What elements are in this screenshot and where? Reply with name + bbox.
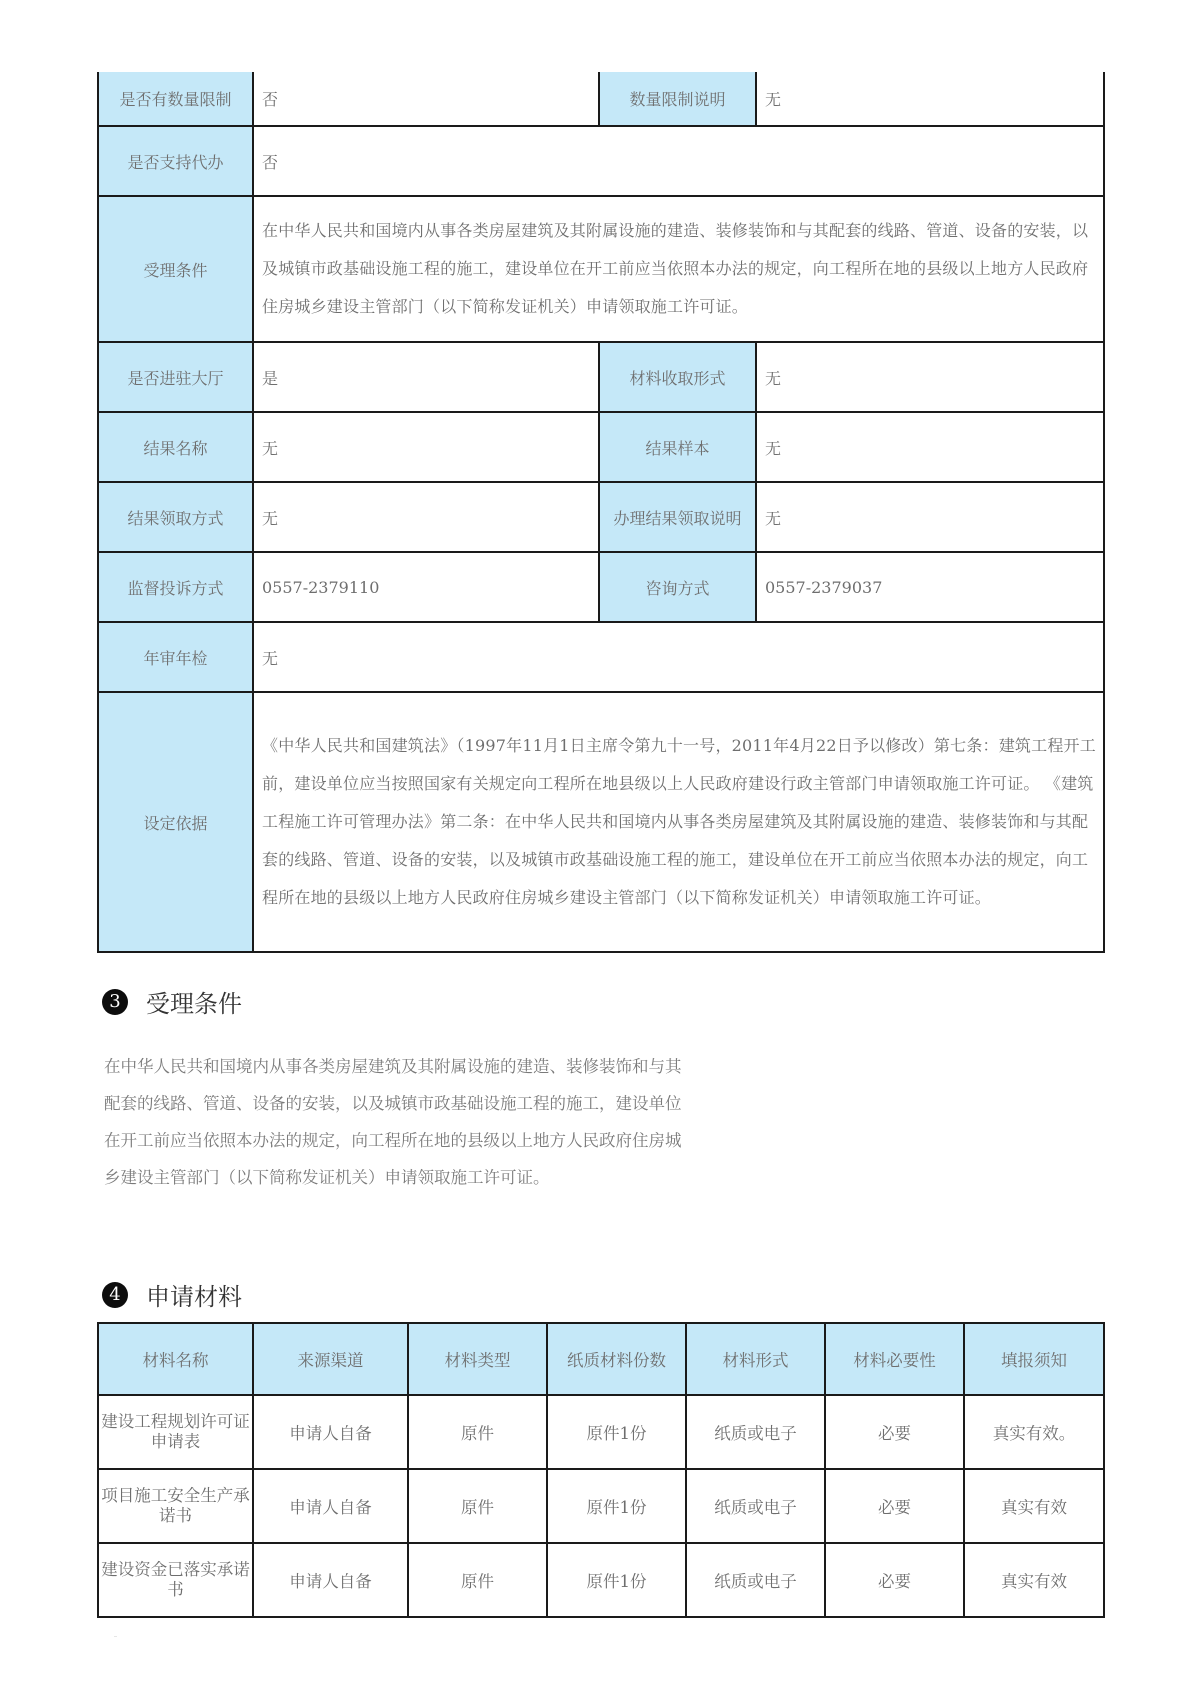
table-row [98,342,1104,412]
material-form: 纸质或电子 [686,1543,825,1617]
material-type: 原件 [408,1469,547,1543]
table-row [98,692,1104,952]
label-acceptance-conditions: 受理条件 [98,196,253,342]
table-row [98,622,1104,692]
material-source: 申请人自备 [253,1395,408,1469]
column-header: 材料名称 [98,1323,253,1395]
label-result-pickup-desc: 办理结果领取说明 [599,482,756,552]
table-row [98,1543,1104,1617]
value-consult-phone: 0557-2379037 [756,552,1104,622]
value-complaint-phone: 0557-2379110 [253,552,599,622]
section-heading-materials [102,1277,242,1312]
material-source: 申请人自备 [253,1543,408,1617]
section-title: 申请材料 [146,1283,242,1311]
table-row [98,1469,1104,1543]
value-result-name: 无 [253,412,599,482]
column-header: 材料形式 [686,1323,825,1395]
value-acceptance-conditions: 在中华人民共和国境内从事各类房屋建筑及其附属设施的建造、装修装饰和与其配套的线路、管道、设备的安装，以及城镇市政基础设施工程的施工，建设单位在开工前应当依照本办法的规定，向工程所在地的县级以上地方人民政府住房城乡建设主管部门（以下简称发证机关）申请领取施工许可证。 [253,196,1104,342]
material-necessity: 必要 [825,1395,964,1469]
number-badge-icon: 4 [102,1282,128,1308]
acceptance-conditions-text: 在中华人民共和国境内从事各类房屋建筑及其附属设施的建造、装修装饰和与其配套的线路、管道、设备的安装，以及城镇市政基础设施工程的施工，建设单位在开工前应当依照本办法的规定，向工程所在地的县级以上地方人民政府住房城乡建设主管部门（以下简称发证机关）申请领取施工许可证。 [104,1057,682,1187]
label-proxy-support: 是否支持代办 [98,126,253,196]
value-result-sample: 无 [756,412,1104,482]
material-name: 建设资金已落实承诺书 [98,1543,253,1617]
label-result-pickup: 结果领取方式 [98,482,253,552]
label-annual-review: 年审年检 [98,622,253,692]
value-annual-review: 无 [253,622,1104,692]
value-quantity-limit-desc: 无 [756,72,1104,126]
value-proxy-support: 否 [253,126,1104,196]
value-result-pickup: 无 [253,482,599,552]
table-row [98,552,1104,622]
label-result-name: 结果名称 [98,412,253,482]
section-heading-acceptance [102,984,242,1019]
material-necessity: 必要 [825,1543,964,1617]
material-type: 原件 [408,1543,547,1617]
value-result-pickup-desc: 无 [756,482,1104,552]
value-material-collection: 无 [756,342,1104,412]
material-source: 申请人自备 [253,1469,408,1543]
page-mark [114,1636,117,1637]
material-type: 原件 [408,1395,547,1469]
material-form: 纸质或电子 [686,1469,825,1543]
label-quantity-limit: 是否有数量限制 [98,72,253,126]
column-header: 填报须知 [964,1323,1104,1395]
label-result-sample: 结果样本 [599,412,756,482]
service-info-table [97,72,1105,953]
material-form: 纸质或电子 [686,1395,825,1469]
material-notes: 真实有效。 [964,1395,1104,1469]
label-consult: 咨询方式 [599,552,756,622]
label-quantity-limit-desc: 数量限制说明 [599,72,756,126]
column-header: 材料必要性 [825,1323,964,1395]
table-row [98,196,1104,342]
table-header-row [98,1323,1104,1395]
table-row [98,72,1104,126]
table-row [98,1395,1104,1469]
column-header: 纸质材料份数 [547,1323,686,1395]
label-legal-basis: 设定依据 [98,692,253,952]
value-legal-basis: 《中华人民共和国建筑法》（1997年11月1日主席令第九十一号，2011年4月22日予以修改）第七条：建筑工程开工前，建设单位应当按照国家有关规定向工程所在地县级以上人民政府建设行政主管部门申请领取施工许可证。 《建筑工程施工许可管理办法》第二条：在中华人民共和国境内从事各类房屋建筑及其附属设施的建造、装修装饰和与其配套的线路、管道、设备的安装，以及城镇市政基础设施工程的施工，建设单位在开工前应当依照本办法的规定，向工程所在地的县级以上地方人民政府住房城乡建设主管部门（以下简称发证机关）申请领取施工许可证。 [253,692,1104,952]
label-material-collection: 材料收取形式 [599,342,756,412]
material-notes: 真实有效 [964,1543,1104,1617]
value-quantity-limit: 否 [253,72,599,126]
section-title: 受理条件 [146,990,242,1018]
table-row [98,412,1104,482]
column-header: 材料类型 [408,1323,547,1395]
label-in-hall: 是否进驻大厅 [98,342,253,412]
material-copies: 原件1份 [547,1395,686,1469]
material-name: 项目施工安全生产承诺书 [98,1469,253,1543]
number-badge-icon: 3 [102,989,128,1015]
material-copies: 原件1份 [547,1469,686,1543]
material-copies: 原件1份 [547,1543,686,1617]
materials-table [97,1322,1105,1618]
value-in-hall: 是 [253,342,599,412]
table-row [98,126,1104,196]
material-name: 建设工程规划许可证申请表 [98,1395,253,1469]
material-necessity: 必要 [825,1469,964,1543]
label-complaint: 监督投诉方式 [98,552,253,622]
material-notes: 真实有效 [964,1469,1104,1543]
table-row [98,482,1104,552]
column-header: 来源渠道 [253,1323,408,1395]
